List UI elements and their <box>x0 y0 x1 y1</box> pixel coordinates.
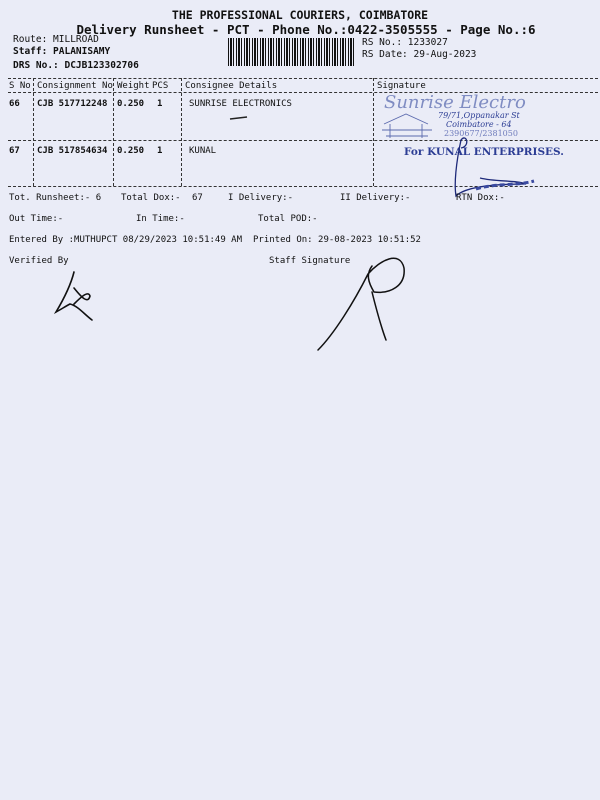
total-dox-value: 67 <box>192 193 203 203</box>
barcode <box>228 38 356 66</box>
out-time: Out Time:- <box>9 214 64 224</box>
col-header-signature: Signature <box>377 81 426 91</box>
rtn-dox: RTN Dox:- <box>456 193 505 203</box>
table-row-pcs: 1 <box>157 99 163 109</box>
verified-by-label: Verified By <box>9 256 69 266</box>
staff-signature <box>310 248 410 356</box>
table-row-sno: 67 <box>9 146 20 156</box>
stamp-logo-lines <box>382 124 432 138</box>
table-row-consignment: CJB 517712248 <box>37 99 108 109</box>
col-header-consignment: Consignment No <box>37 81 113 91</box>
col-header-weight: Weight <box>117 81 150 91</box>
company-title: THE PROFESSIONAL COURIERS, COIMBATORE <box>171 8 429 22</box>
i-delivery: I Delivery:- <box>228 193 294 203</box>
route: Route: MILLROAD <box>13 34 99 45</box>
table-row-consignee: SUNRISE ELECTRONICS <box>189 99 292 109</box>
sunrise-stamp-address: 79/71,Oppanakar St <box>438 111 520 120</box>
staff: Staff: PALANISAMY <box>13 46 111 57</box>
rs-date: RS Date: 29-Aug-2023 <box>362 49 477 60</box>
table-row-pcs: 1 <box>157 146 163 156</box>
stamp-logo-roof <box>384 114 428 124</box>
drs-number: DRS No.: DCJB123302706 <box>13 60 139 71</box>
col-divider <box>113 78 114 186</box>
sunrise-stamp-city: Coimbatore - 64 <box>446 120 512 129</box>
printed-on: Printed On: 29-08-2023 10:51:52 <box>253 235 421 245</box>
col-header-consignee: Consignee Details <box>185 81 278 91</box>
table-row-consignment: CJB 517854634 <box>37 146 108 156</box>
table-row-weight: 0.250 <box>117 146 145 156</box>
staff-signature-label: Staff Signature <box>269 256 351 266</box>
col-divider <box>33 78 34 186</box>
col-divider <box>181 78 182 186</box>
ii-delivery: II Delivery:- <box>340 193 411 203</box>
receiver-signature <box>455 138 526 196</box>
table-row-consignee: KUNAL <box>189 146 217 156</box>
sunrise-stamp-phone: 2390677/2381050 <box>444 129 518 138</box>
verifier-signature <box>48 268 98 324</box>
sunrise-stamp-name: Sunrise Electro <box>384 92 526 113</box>
runsheet-subtitle: Delivery Runsheet - PCT - Phone No.:0422-3505555 - Page No.:6 <box>76 22 536 37</box>
table-top-rule <box>8 78 598 79</box>
total-dox-label: Total Dox:- <box>121 193 181 203</box>
total-runsheet: Tot. Runsheet:- 6 <box>9 193 102 203</box>
col-header-sno: S No <box>9 81 31 91</box>
ink-mark <box>228 114 250 122</box>
table-row-weight: 0.250 <box>117 99 145 109</box>
table-row-sno: 66 <box>9 99 20 109</box>
total-pod: Total POD:- <box>258 214 318 224</box>
kunal-stamp: For KUNAL ENTERPRISES. <box>404 146 564 158</box>
in-time: In Time:- <box>136 214 185 224</box>
signature-stamps-art <box>376 88 600 200</box>
entered-by: Entered By :MUTHUPCT 08/29/2023 10:51:49 AM <box>9 235 242 245</box>
col-divider <box>373 78 374 186</box>
col-header-pcs: PCS <box>152 81 169 91</box>
rs-number: RS No.: 1233027 <box>362 37 448 48</box>
